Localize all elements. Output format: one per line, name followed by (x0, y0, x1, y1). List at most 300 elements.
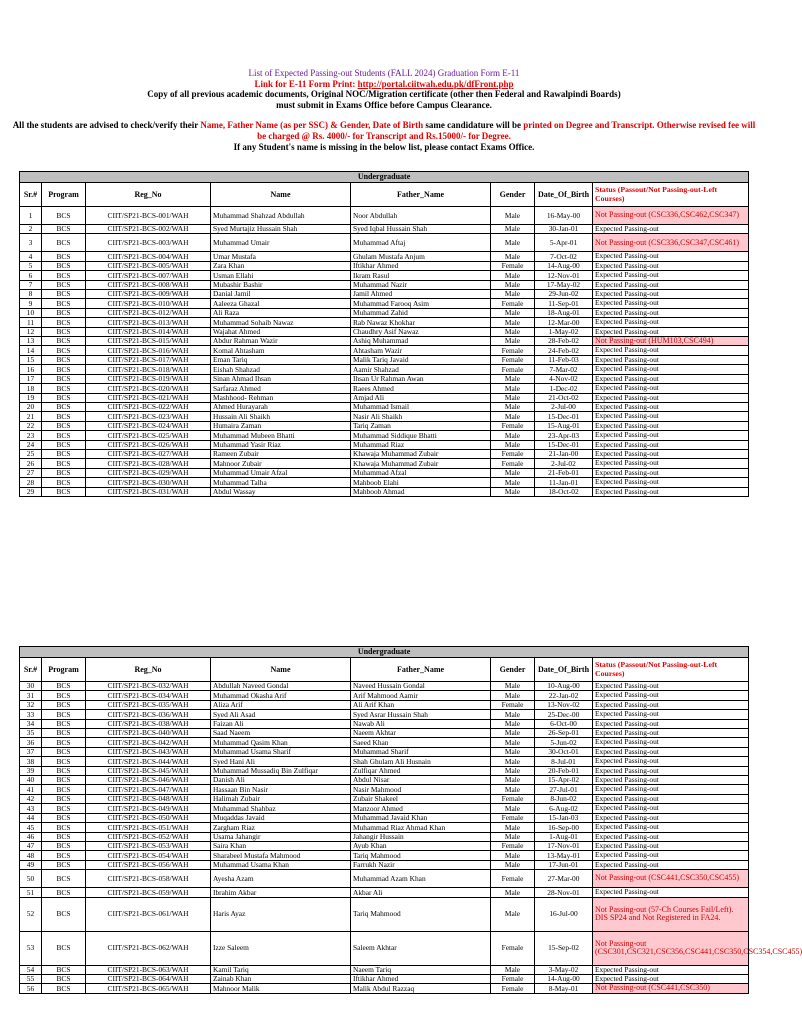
col-gender: Gender (491, 658, 535, 682)
table-row (20, 225, 749, 234)
status-cell: Expected Passing-out (593, 365, 749, 374)
reg-no-cell: CIIT/SP21-BCS-019/WAH (86, 374, 211, 383)
sr-cell: 37 (20, 747, 42, 756)
table-row (20, 870, 749, 888)
verification-notice (0, 120, 768, 141)
name-cell: Hussain Ali Shaikh (211, 412, 351, 421)
reg-no-cell: CIIT/SP21-BCS-061/WAH (86, 897, 211, 931)
sr-cell: 38 (20, 757, 42, 766)
table-row (20, 691, 749, 700)
sr-cell: 6 (20, 271, 42, 280)
sr-cell: 10 (20, 308, 42, 317)
gender-cell: Male (491, 318, 535, 327)
program-cell: BCS (42, 299, 86, 308)
name-cell: Hassaan Bin Nasir (211, 785, 351, 794)
status-cell: Expected Passing-out (593, 823, 749, 832)
dob-cell: 17-Jun-01 (535, 860, 593, 869)
notice-fee: printed on Degree and Transcript. Otherwise revised fee will be charged @ Rs. 4000/- for Transcript and Rs.15000/- for Degree. (257, 120, 756, 141)
status-cell: Expected Passing-out (593, 271, 749, 280)
program-cell: BCS (42, 832, 86, 841)
name-cell: Muhammad Yasir Riaz (211, 440, 351, 449)
table-row (20, 271, 749, 280)
father-name-cell: Ahtasham Wazir (351, 346, 491, 355)
dob-cell: 6-Aug-02 (535, 804, 593, 813)
program-cell: BCS (42, 974, 86, 983)
table-row (20, 459, 749, 468)
table-row (20, 860, 749, 869)
reg-no-cell: CIIT/SP21-BCS-046/WAH (86, 776, 211, 785)
gender-cell: Male (491, 729, 535, 738)
father-name-cell: Tariq Mahmood (351, 897, 491, 931)
program-cell: BCS (42, 308, 86, 317)
gender-cell: Male (491, 393, 535, 402)
gender-cell: Male (491, 888, 535, 897)
father-name-cell: Muhammad Aftaj (351, 234, 491, 252)
form-link-url[interactable]: http://portal.ciitwah.edu.pk/dfFront.php (357, 78, 514, 89)
gender-cell: Male (491, 280, 535, 289)
name-cell: Sarfaraz Ahmed (211, 384, 351, 393)
father-name-cell: Muhammad Nazir (351, 280, 491, 289)
name-cell: Aliza Arif (211, 700, 351, 709)
reg-no-cell: CIIT/SP21-BCS-024/WAH (86, 421, 211, 430)
table-row (20, 710, 749, 719)
sr-cell: 41 (20, 785, 42, 794)
gender-cell: Female (491, 421, 535, 430)
sr-cell: 8 (20, 290, 42, 299)
status-cell: Expected Passing-out (593, 729, 749, 738)
reg-no-cell: CIIT/SP21-BCS-017/WAH (86, 355, 211, 364)
name-cell: Usman Ellahi (211, 271, 351, 280)
name-cell: Muhammad Qasim Khan (211, 738, 351, 747)
gender-cell: Male (491, 766, 535, 775)
name-cell: Syed Murtajiz Hussain Shah (211, 225, 351, 234)
dob-cell: 25-Dec-00 (535, 710, 593, 719)
reg-no-cell: CIIT/SP21-BCS-042/WAH (86, 738, 211, 747)
status-cell: Expected Passing-out (593, 813, 749, 822)
father-name-cell: Raees Ahmed (351, 384, 491, 393)
status-cell: Expected Passing-out (593, 738, 749, 747)
father-name-cell: Naveed Hussain Gondal (351, 682, 491, 691)
name-cell: Umar Mustafa (211, 252, 351, 261)
sr-cell: 25 (20, 449, 42, 458)
status-cell: Expected Passing-out (593, 402, 749, 411)
sr-cell: 51 (20, 888, 42, 897)
name-cell: Ibrahim Akbar (211, 888, 351, 897)
document-header (0, 68, 768, 152)
dob-cell: 30-Jan-01 (535, 225, 593, 234)
name-cell: Muhammad Umair Afzal (211, 468, 351, 477)
father-name-cell: Arif Mahmood Aamir (351, 691, 491, 700)
sr-cell: 47 (20, 841, 42, 850)
col-status: Status (Passout/Not Passing-out-Left Courses) (593, 658, 749, 682)
status-cell: Expected Passing-out (593, 280, 749, 289)
father-name-cell: Tariq Zaman (351, 421, 491, 430)
reg-no-cell: CIIT/SP21-BCS-054/WAH (86, 851, 211, 860)
col-dob: Date_Of_Birth (535, 183, 593, 207)
dob-cell: 28-Feb-02 (535, 337, 593, 346)
students-table-1 (19, 171, 749, 497)
program-cell: BCS (42, 776, 86, 785)
table-row (20, 851, 749, 860)
father-name-cell: Rab Nawaz Khokhar (351, 318, 491, 327)
reg-no-cell: CIIT/SP21-BCS-049/WAH (86, 804, 211, 813)
sr-cell: 28 (20, 478, 42, 487)
father-name-cell: Nawab Ali (351, 719, 491, 728)
status-cell: Expected Passing-out (593, 374, 749, 383)
program-cell: BCS (42, 459, 86, 468)
gender-cell: Male (491, 234, 535, 252)
col-name: Name (211, 183, 351, 207)
col-status: Status (Passout/Not Passing-out-Left Courses) (593, 183, 749, 207)
reg-no-cell: CIIT/SP21-BCS-056/WAH (86, 860, 211, 869)
program-cell: BCS (42, 393, 86, 402)
gender-cell: Female (491, 365, 535, 374)
father-name-cell: Ashiq Muhammad (351, 337, 491, 346)
program-cell: BCS (42, 682, 86, 691)
dob-cell: 14-Aug-00 (535, 974, 593, 983)
gender-cell: Male (491, 719, 535, 728)
dob-cell: 10-Aug-00 (535, 682, 593, 691)
dob-cell: 12-Nov-01 (535, 271, 593, 280)
dob-cell: 15-Dec-01 (535, 440, 593, 449)
name-cell: Muhammad Shahzad Abdullah (211, 207, 351, 225)
gender-cell: Female (491, 931, 535, 965)
col-sr: Sr.# (20, 658, 42, 682)
name-cell: Mahnoor Zubair (211, 459, 351, 468)
students-table-2 (19, 646, 802, 994)
name-cell: Muhammad Mubeen Bhatti (211, 431, 351, 440)
sr-cell: 9 (20, 299, 42, 308)
reg-no-cell: CIIT/SP21-BCS-018/WAH (86, 365, 211, 374)
sr-cell: 18 (20, 384, 42, 393)
program-cell: BCS (42, 710, 86, 719)
table-row (20, 346, 749, 355)
dob-cell: 13-Nov-02 (535, 700, 593, 709)
name-cell: Halimah Zubair (211, 794, 351, 803)
program-cell: BCS (42, 337, 86, 346)
name-cell: Syed Ali Asad (211, 710, 351, 719)
sr-cell: 11 (20, 318, 42, 327)
dob-cell: 26-Sep-01 (535, 729, 593, 738)
sr-cell: 20 (20, 402, 42, 411)
dob-cell: 15-Jan-03 (535, 813, 593, 822)
name-cell: Muhammad Shahbaz (211, 804, 351, 813)
table-title: Undergraduate (20, 172, 749, 183)
reg-no-cell: CIIT/SP21-BCS-050/WAH (86, 813, 211, 822)
status-cell: Expected Passing-out (593, 384, 749, 393)
gender-cell: Male (491, 965, 535, 974)
reg-no-cell: CIIT/SP21-BCS-065/WAH (86, 984, 211, 993)
reg-no-cell: CIIT/SP21-BCS-032/WAH (86, 682, 211, 691)
father-name-cell: Mahboob Ahmad (351, 487, 491, 496)
father-name-cell: Muhammad Afzal (351, 468, 491, 477)
notice-fields: Name, Father Name (as per SSC) & Gender, Date of Birth (200, 120, 424, 131)
sr-cell: 30 (20, 682, 42, 691)
reg-no-cell: CIIT/SP21-BCS-034/WAH (86, 691, 211, 700)
program-cell: BCS (42, 931, 86, 965)
name-cell: Danial Jamil (211, 290, 351, 299)
reg-no-cell: CIIT/SP21-BCS-043/WAH (86, 747, 211, 756)
sr-cell: 46 (20, 832, 42, 841)
reg-no-cell: CIIT/SP21-BCS-014/WAH (86, 327, 211, 336)
gender-cell: Female (491, 794, 535, 803)
gender-cell: Male (491, 207, 535, 225)
gender-cell: Female (491, 459, 535, 468)
father-name-cell: Shah Ghulam Ali Husnain (351, 757, 491, 766)
program-cell: BCS (42, 271, 86, 280)
dob-cell: 16-Jul-00 (535, 897, 593, 931)
father-name-cell: Ali Arif Khan (351, 700, 491, 709)
column-header-row (20, 183, 749, 207)
father-name-cell: Zubair Shakeel (351, 794, 491, 803)
dob-cell: 2-Jul-02 (535, 459, 593, 468)
col-father-name: Father_Name (351, 658, 491, 682)
gender-cell: Female (491, 870, 535, 888)
sr-cell: 13 (20, 337, 42, 346)
program-cell: BCS (42, 252, 86, 261)
reg-no-cell: CIIT/SP21-BCS-035/WAH (86, 700, 211, 709)
reg-no-cell: CIIT/SP21-BCS-053/WAH (86, 841, 211, 850)
status-cell: Expected Passing-out (593, 804, 749, 813)
table-row (20, 318, 749, 327)
gender-cell: Female (491, 261, 535, 270)
gender-cell: Male (491, 431, 535, 440)
status-cell: Expected Passing-out (593, 974, 749, 983)
program-cell: BCS (42, 412, 86, 421)
program-cell: BCS (42, 327, 86, 336)
table-row (20, 252, 749, 261)
sr-cell: 2 (20, 225, 42, 234)
reg-no-cell: CIIT/SP21-BCS-007/WAH (86, 271, 211, 280)
col-father-name: Father_Name (351, 183, 491, 207)
status-cell: Expected Passing-out (593, 468, 749, 477)
reg-no-cell: CIIT/SP21-BCS-064/WAH (86, 974, 211, 983)
gender-cell: Male (491, 308, 535, 317)
sr-cell: 19 (20, 393, 42, 402)
reg-no-cell: CIIT/SP21-BCS-016/WAH (86, 346, 211, 355)
col-reg-no: Reg_No (86, 183, 211, 207)
submission-instruction: must submit in Exams Office before Campus Clearance. (276, 99, 492, 110)
gender-cell: Female (491, 841, 535, 850)
dob-cell: 21-Oct-02 (535, 393, 593, 402)
father-name-cell: Muhammad Javaid Khan (351, 813, 491, 822)
reg-no-cell: CIIT/SP21-BCS-025/WAH (86, 431, 211, 440)
program-cell: BCS (42, 207, 86, 225)
dob-cell: 15-Sep-02 (535, 931, 593, 965)
father-name-cell: Muhammad Farooq Asim (351, 299, 491, 308)
dob-cell: 29-Jun-02 (535, 290, 593, 299)
name-cell: Izze Saleem (211, 931, 351, 965)
program-cell: BCS (42, 261, 86, 270)
father-name-cell: Khawaja Muhammad Zubair (351, 459, 491, 468)
dob-cell: 27-Jul-01 (535, 785, 593, 794)
program-cell: BCS (42, 384, 86, 393)
program-cell: BCS (42, 449, 86, 458)
father-name-cell: Farrukh Nazir (351, 860, 491, 869)
dob-cell: 2-Jul-00 (535, 402, 593, 411)
program-cell: BCS (42, 355, 86, 364)
gender-cell: Male (491, 785, 535, 794)
name-cell: Haris Ayaz (211, 897, 351, 931)
status-cell: Expected Passing-out (593, 710, 749, 719)
dob-cell: 23-Apr-03 (535, 431, 593, 440)
status-cell: Expected Passing-out (593, 412, 749, 421)
status-cell: Not Passing-out (CSC441,CSC350,CSC455) (593, 870, 749, 888)
name-cell: Faizan Ali (211, 719, 351, 728)
reg-no-cell: CIIT/SP21-BCS-027/WAH (86, 449, 211, 458)
name-cell: Saad Naeem (211, 729, 351, 738)
gender-cell: Female (491, 355, 535, 364)
status-cell: Expected Passing-out (593, 355, 749, 364)
sr-cell: 4 (20, 252, 42, 261)
sr-cell: 44 (20, 813, 42, 822)
father-name-cell: Naeem Tariq (351, 965, 491, 974)
dob-cell: 1-Aug-01 (535, 832, 593, 841)
name-cell: Ahmed Hurayarah (211, 402, 351, 411)
sr-cell: 24 (20, 440, 42, 449)
gender-cell: Male (491, 691, 535, 700)
reg-no-cell: CIIT/SP21-BCS-010/WAH (86, 299, 211, 308)
gender-cell: Male (491, 384, 535, 393)
name-cell: Humaira Zaman (211, 421, 351, 430)
table-row (20, 888, 749, 897)
name-cell: Muhammad Okasha Arif (211, 691, 351, 700)
reg-no-cell: CIIT/SP21-BCS-028/WAH (86, 459, 211, 468)
father-name-cell: Jahangir Hussain (351, 832, 491, 841)
program-cell: BCS (42, 729, 86, 738)
gender-cell: Male (491, 402, 535, 411)
gender-cell: Female (491, 449, 535, 458)
reg-no-cell: CIIT/SP21-BCS-045/WAH (86, 766, 211, 775)
status-cell: Not Passing-out (CSC336,CSC347,CSC461) (593, 234, 749, 252)
notice-part-3: same candidature will be (423, 120, 524, 131)
status-cell: Expected Passing-out (593, 965, 749, 974)
status-cell: Expected Passing-out (593, 747, 749, 756)
father-name-cell: Ayub Khan (351, 841, 491, 850)
table-row (20, 384, 749, 393)
gender-cell: Male (491, 747, 535, 756)
dob-cell: 28-Nov-01 (535, 888, 593, 897)
reg-no-cell: CIIT/SP21-BCS-047/WAH (86, 785, 211, 794)
program-cell: BCS (42, 823, 86, 832)
dob-cell: 18-Oct-02 (535, 487, 593, 496)
name-cell: Mahnoor Malik (211, 984, 351, 993)
gender-cell: Male (491, 468, 535, 477)
gender-cell: Male (491, 271, 535, 280)
sr-cell: 36 (20, 738, 42, 747)
reg-no-cell: CIIT/SP21-BCS-003/WAH (86, 234, 211, 252)
reg-no-cell: CIIT/SP21-BCS-026/WAH (86, 440, 211, 449)
status-cell: Expected Passing-out (593, 700, 749, 709)
status-cell: Expected Passing-out (593, 393, 749, 402)
form-link-line (0, 79, 768, 90)
dob-cell: 15-Aug-01 (535, 421, 593, 430)
table-row (20, 897, 749, 931)
reg-no-cell: CIIT/SP21-BCS-029/WAH (86, 468, 211, 477)
program-cell: BCS (42, 719, 86, 728)
father-name-cell: Naeem Akhtar (351, 729, 491, 738)
gender-cell: Male (491, 337, 535, 346)
dob-cell: 15-Dec-01 (535, 412, 593, 421)
sr-cell: 31 (20, 691, 42, 700)
notice-part-1: All the students are advised to check/verify their (12, 120, 201, 131)
dob-cell: 14-Aug-00 (535, 261, 593, 270)
father-name-cell: Noor Abdullah (351, 207, 491, 225)
dob-cell: 7-Oct-02 (535, 252, 593, 261)
gender-cell: Female (491, 299, 535, 308)
status-cell: Expected Passing-out (593, 346, 749, 355)
program-cell: BCS (42, 984, 86, 993)
father-name-cell: Nasir Ali Shaikh (351, 412, 491, 421)
reg-no-cell: CIIT/SP21-BCS-009/WAH (86, 290, 211, 299)
sr-cell: 45 (20, 823, 42, 832)
gender-cell: Female (491, 700, 535, 709)
sr-cell: 33 (20, 710, 42, 719)
reg-no-cell: CIIT/SP21-BCS-031/WAH (86, 487, 211, 496)
father-name-cell: Ikram Rasul (351, 271, 491, 280)
col-reg-no: Reg_No (86, 658, 211, 682)
reg-no-cell: CIIT/SP21-BCS-051/WAH (86, 823, 211, 832)
father-name-cell: Akbar Ali (351, 888, 491, 897)
sr-cell: 53 (20, 931, 42, 965)
dob-cell: 8-May-01 (535, 984, 593, 993)
gender-cell: Male (491, 478, 535, 487)
reg-no-cell: CIIT/SP21-BCS-004/WAH (86, 252, 211, 261)
gender-cell: Female (491, 346, 535, 355)
father-name-cell: Mahboob Elahi (351, 478, 491, 487)
program-cell: BCS (42, 851, 86, 860)
status-cell: Expected Passing-out (593, 691, 749, 700)
dob-cell: 3-May-02 (535, 965, 593, 974)
gender-cell: Female (491, 813, 535, 822)
reg-no-cell: CIIT/SP21-BCS-015/WAH (86, 337, 211, 346)
gender-cell: Male (491, 440, 535, 449)
status-cell: Expected Passing-out (593, 449, 749, 458)
sr-cell: 17 (20, 374, 42, 383)
form-link-label: Link for E-11 Form Print: (254, 78, 358, 89)
gender-cell: Male (491, 225, 535, 234)
dob-cell: 22-Jan-02 (535, 691, 593, 700)
status-cell: Not Passing-out (HUM103,CSC494) (593, 337, 749, 346)
father-name-cell: Tariq Mahmood (351, 851, 491, 860)
name-cell: Wajahat Ahmed (211, 327, 351, 336)
table-row (20, 431, 749, 440)
program-cell: BCS (42, 431, 86, 440)
father-name-cell: Manzoor Ahmed (351, 804, 491, 813)
table-row (20, 785, 749, 794)
reg-no-cell: CIIT/SP21-BCS-036/WAH (86, 710, 211, 719)
name-cell: Abdur Rahman Wazir (211, 337, 351, 346)
col-program: Program (42, 183, 86, 207)
sr-cell: 15 (20, 355, 42, 364)
gender-cell: Male (491, 682, 535, 691)
table-title: Undergraduate (20, 647, 749, 658)
sr-cell: 22 (20, 421, 42, 430)
reg-no-cell: CIIT/SP21-BCS-040/WAH (86, 729, 211, 738)
table-row (20, 478, 749, 487)
gender-cell: Male (491, 738, 535, 747)
name-cell: Usama Jahangir (211, 832, 351, 841)
program-cell: BCS (42, 813, 86, 822)
name-cell: Muhammad Mussadiq Bin Zulfiqar (211, 766, 351, 775)
status-cell: Expected Passing-out (593, 327, 749, 336)
program-cell: BCS (42, 794, 86, 803)
col-name: Name (211, 658, 351, 682)
name-cell: Eishah Shahzad (211, 365, 351, 374)
gender-cell: Male (491, 832, 535, 841)
name-cell: Rameen Zubair (211, 449, 351, 458)
reg-no-cell: CIIT/SP21-BCS-030/WAH (86, 478, 211, 487)
